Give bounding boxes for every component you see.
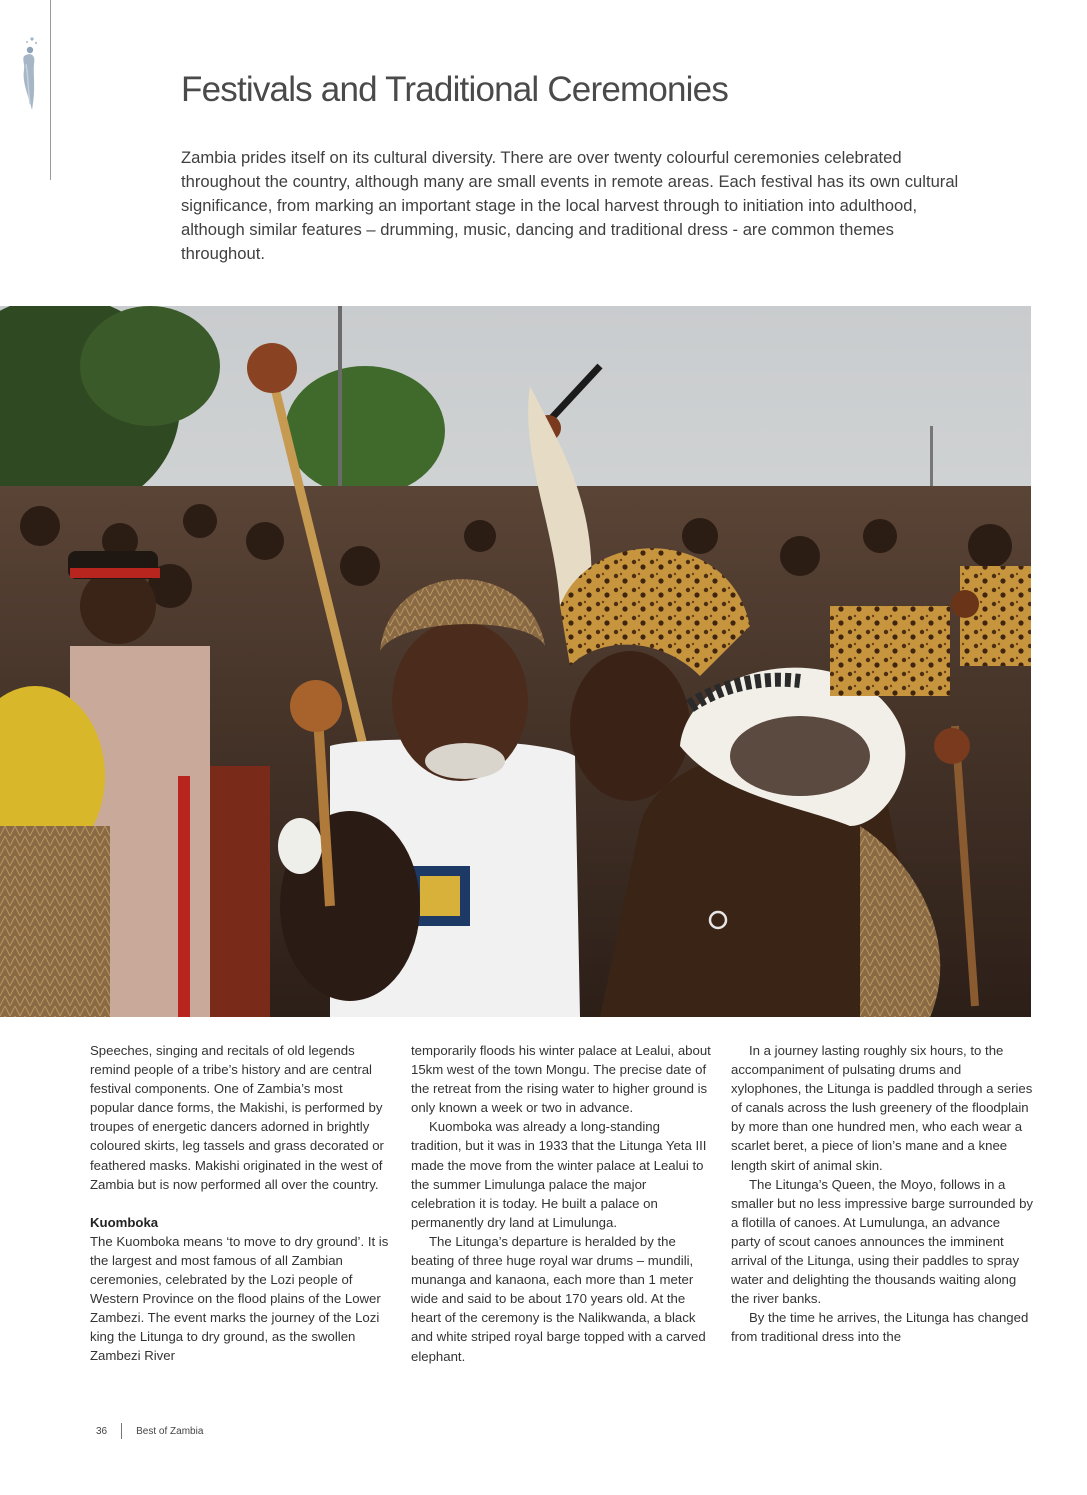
col3-paragraph-1: In a journey lasting roughly six hours, to the accompaniment of pulsating drums and xylophones, the Litunga is paddled through a series of canals across the lush greenery of the floodplain by more than one hundred men, who each wear a scarlet beret, a piece of lion’s mane and a knee length skirt of animal skin.: [731, 1043, 1033, 1173]
figure-logo-icon: [16, 34, 42, 114]
col3-paragraph-2: The Litunga’s Queen, the Moyo, follows in a smaller but no less impressive barge surrounded by a flotilla of canoes. At Lumulunga, an advance party of scout canoes announces the imminent arrival of the Litunga, using their paddles to spray water and delighting the thousands waiting along the river banks.: [731, 1176, 1033, 1307]
publication-name: Best of Zambia: [136, 1425, 204, 1437]
ceremony-photo: [0, 306, 1031, 1017]
side-rule: [50, 0, 51, 180]
col1-paragraph-2: The Kuomboka means ‘to move to dry ground’. It is the largest and most famous of all Zambian ceremonies, celebrated by the Lozi people of Western Province on the flood plains of the Lower Zambezi. The event marks the journey of the Lozi king the Litunga to dry ground, as the swollen Zambezi River: [90, 1233, 389, 1364]
text-column-3: [731, 1041, 1033, 1347]
footer-divider: [121, 1423, 122, 1439]
text-column-2: [411, 1041, 711, 1366]
intro-paragraph: Zambia prides itself on its cultural diversity. There are over twenty colourful ceremonies celebrated throughout the country, although many are small events in remote areas. Each festival has its own cultural significance, from marking an important stage in the local harvest through to initiation into adulthood, although similar features – drumming, music, dancing and traditional dress - are common themes throughout.: [181, 148, 959, 263]
page-number: 36: [96, 1425, 108, 1437]
col3-paragraph-3: By the time he arrives, the Litunga has changed from traditional dress into the: [731, 1310, 1029, 1345]
col2-paragraph-2: Kuomboka was already a long-standing tradition, but it was in 1933 that the Litunga Yeta III made the move from the winter palace at Lealui to the summer Limulunga palace the major celebration it is today. He built a palace on permanently dry land at Limulunga.: [411, 1119, 707, 1230]
col2-paragraph-3: The Litunga’s departure is heralded by the beating of three huge royal war drums – mundili, munanga and kanaona, each more than 1 meter wide and said to be about 170 years old. At the heart of the ceremony is the Nalikwanda, a black and white striped royal barge topped with a carved elephant.: [411, 1233, 706, 1364]
page-footer: [96, 1423, 203, 1439]
col2-paragraph-1: temporarily floods his winter palace at Lealui, about 15km west of the town Mongu. The precise date of the retreat from the rising water to higher ground is only known a week or two in advance.: [411, 1043, 711, 1116]
page-title: Festivals and Traditional Ceremonies: [181, 70, 729, 109]
col1-paragraph-1: Speeches, singing and recitals of old legends remind people of a tribe’s history and are central festival components. One of Zambia’s most popular dance forms, the Makishi, is performed by troupes of energetic dancers adorned in brightly coloured skirts, leg tassels and grass decorated or feathered masks. Makishi originated in the west of Zambia but is now performed all over the country.: [90, 1043, 384, 1192]
kuomboka-heading: Kuomboka: [90, 1214, 159, 1230]
text-column-1: [90, 1041, 390, 1366]
